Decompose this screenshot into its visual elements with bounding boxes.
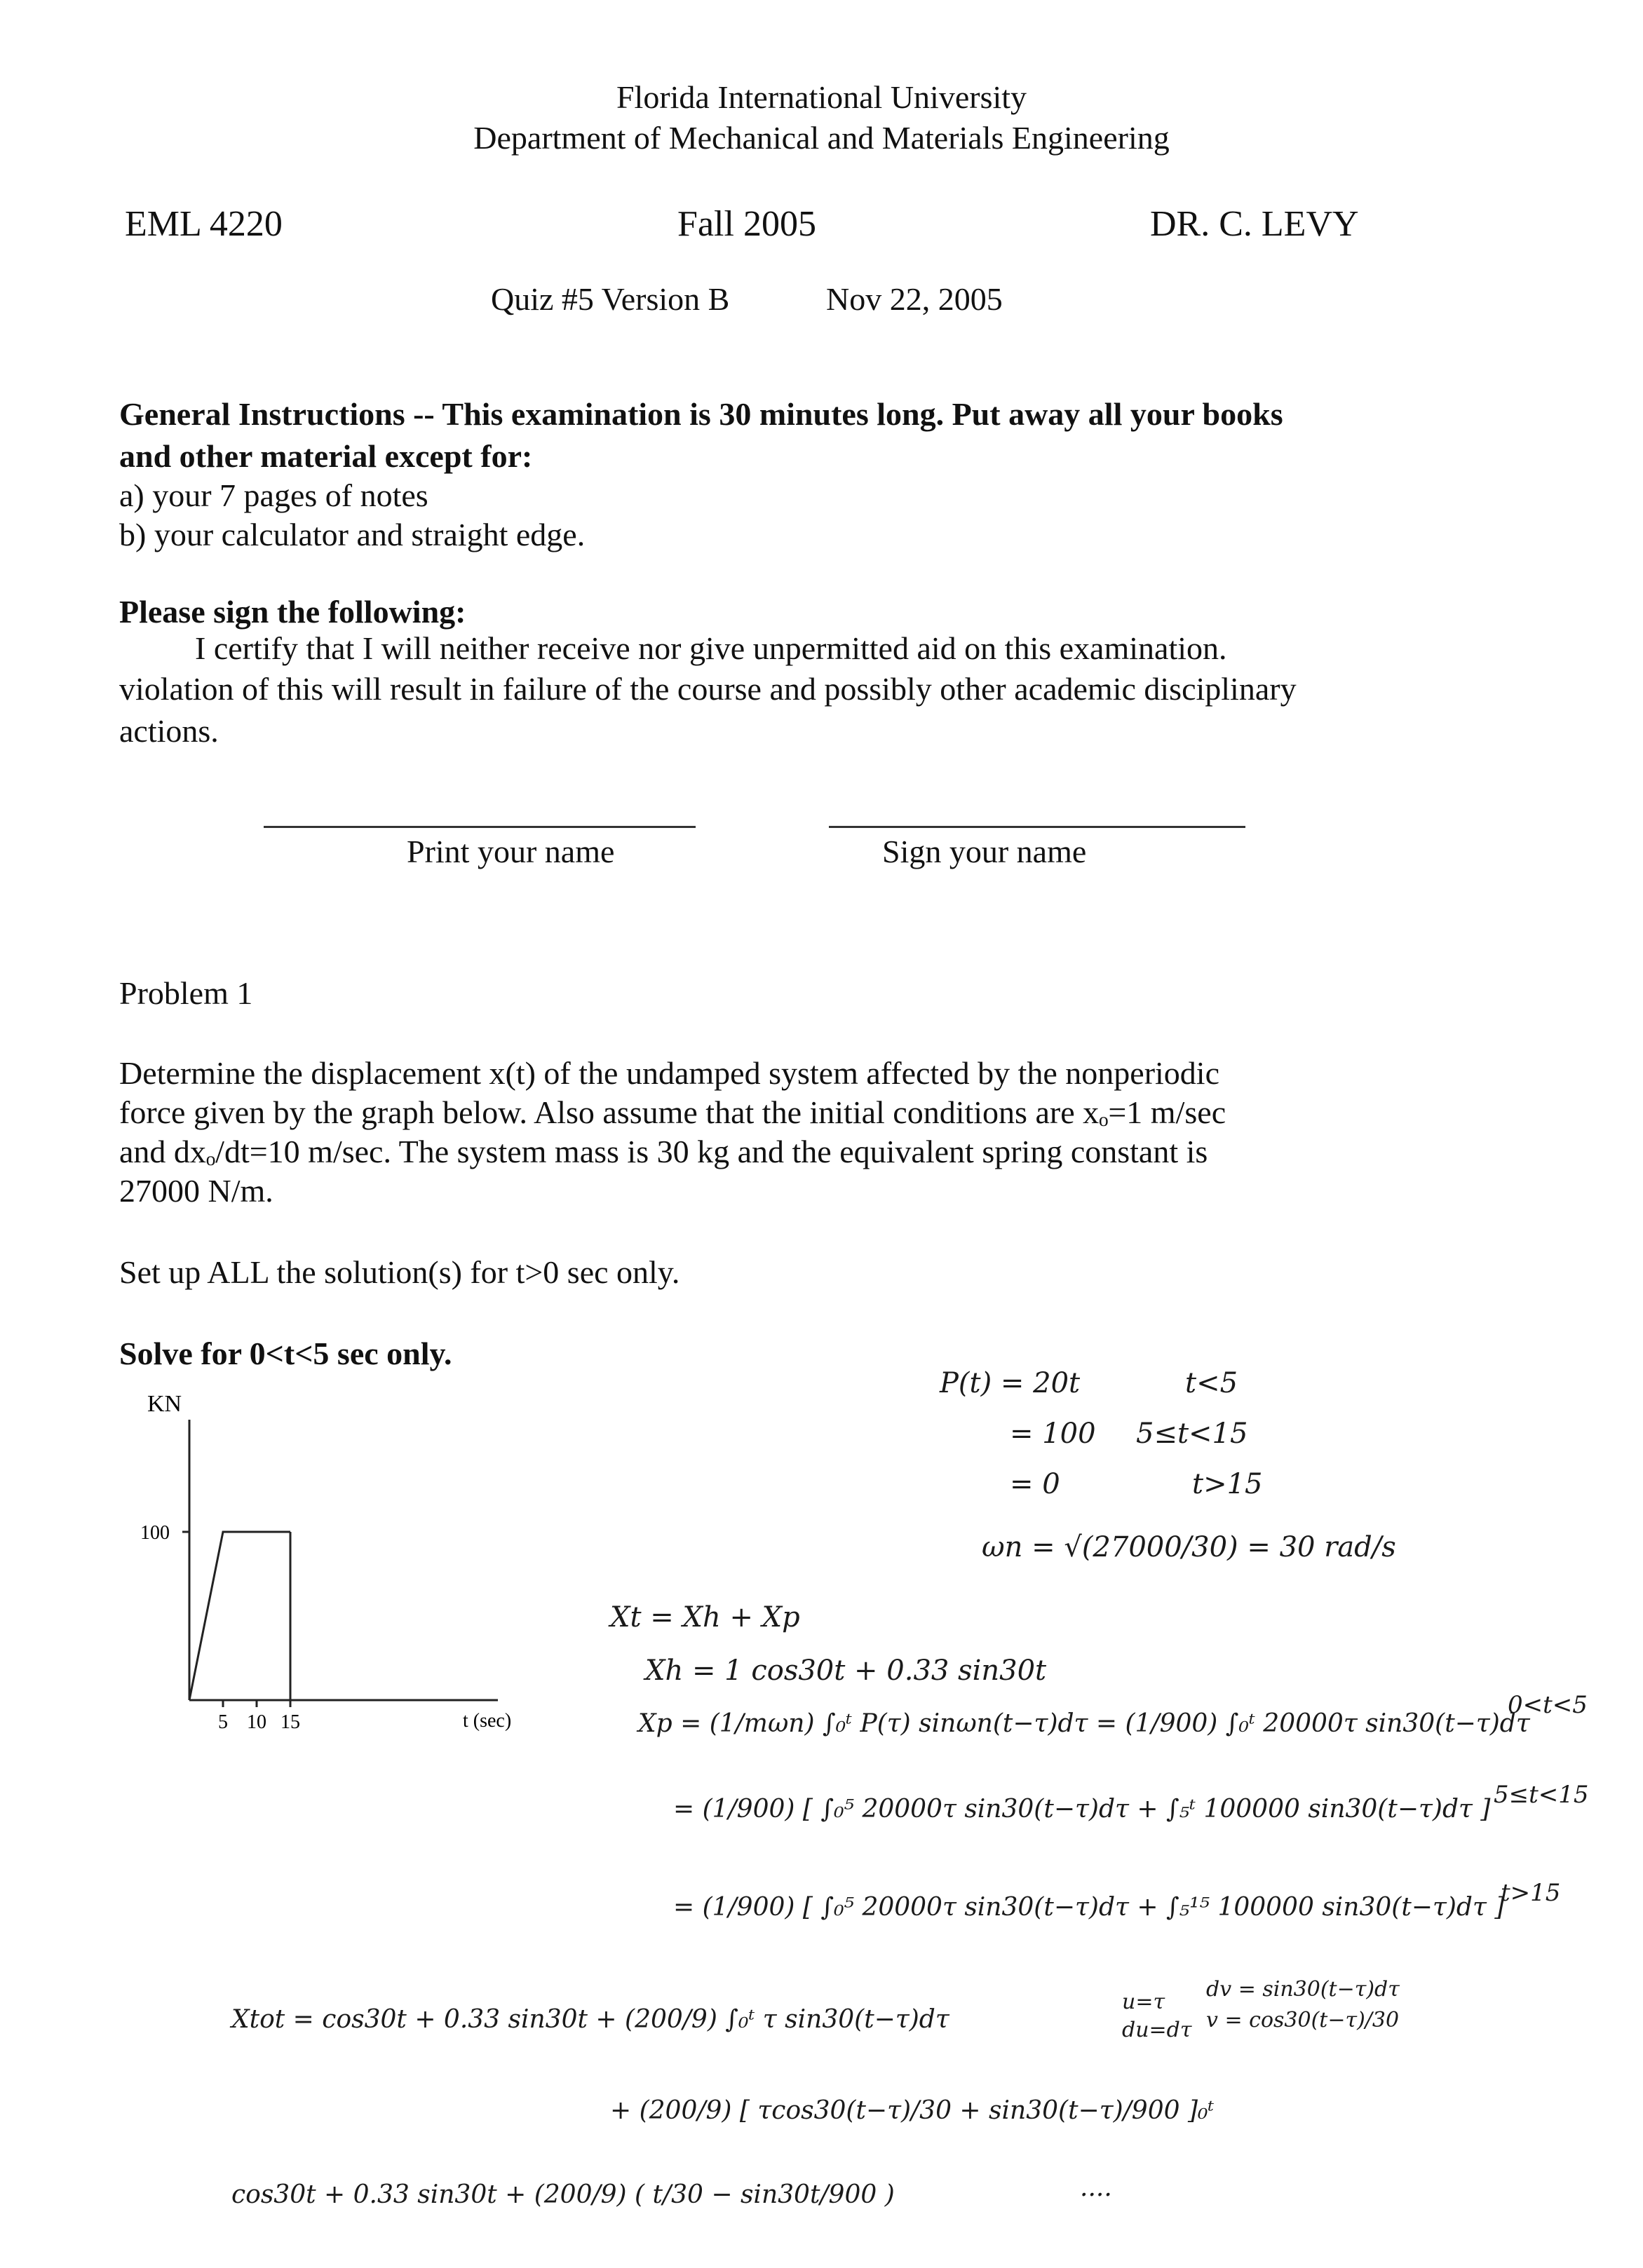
quiz-version: Quiz #5 Version B xyxy=(491,281,730,317)
y-axis-label: KN xyxy=(147,1391,182,1417)
work-particular-1-cond: 0<t<5 xyxy=(1508,1691,1588,1719)
work-final-expression: cos30t + 0.33 sin30t + (200/9) ( t/30 − sin30t/900 ) xyxy=(231,2180,895,2209)
work-total-solution: Xtot = cos30t + 0.33 sin30t + (200/9) ∫₀ᵗ τ sin30(t−τ)dτ xyxy=(231,2005,949,2034)
work-force-1-cond: t<5 xyxy=(1185,1367,1238,1399)
work-particular-3-cond: t>15 xyxy=(1501,1879,1561,1907)
work-sub-v: v = cos30(t−τ)/30 xyxy=(1206,2008,1400,2032)
work-force-1: P(t) = 20t xyxy=(940,1367,1081,1399)
work-particular-3: = (1/900) [ ∫₀⁵ 20000τ sin30(t−τ)dτ + ∫₅¹⁵ 100000 sin30(t−τ)dτ ] xyxy=(673,1893,1505,1922)
term: Fall 2005 xyxy=(677,204,816,244)
pledge-line-1: I certify that I will neither receive nor give unpermitted aid on this examination. xyxy=(195,630,1227,666)
university-name: Florida International University xyxy=(616,79,1027,115)
work-particular-1: Xp = (1/mωn) ∫₀ᵗ P(τ) sinωn(t−τ)dτ = (1/900) ∫₀ᵗ 20000τ sin30(t−τ)dτ xyxy=(638,1709,1530,1738)
pledge-line-2: violation of this will result in failure of the course and possibly other academic disciplinary xyxy=(119,671,1297,707)
sign-name-label: Sign your name xyxy=(882,834,1087,869)
x-axis-label: t (sec) xyxy=(463,1710,512,1732)
force-series-line xyxy=(189,1532,290,1700)
sign-name-line[interactable] xyxy=(829,826,1245,828)
force-graph xyxy=(133,1391,554,1733)
instructor: DR. C. LEVY xyxy=(1150,204,1359,244)
print-name-label: Print your name xyxy=(407,834,615,869)
instructions-item-a: a) your 7 pages of notes xyxy=(119,477,428,513)
work-continuation-dots: .... xyxy=(1080,2173,1112,2202)
work-sub-u: u=τ xyxy=(1122,1990,1165,2014)
problem-solve: Solve for 0<t<5 sec only. xyxy=(119,1336,452,1371)
problem-text-1: Determine the displacement x(t) of the undamped system affected by the nonperiodic xyxy=(119,1055,1220,1091)
pledge-heading: Please sign the following: xyxy=(119,594,466,630)
problem-setup: Set up ALL the solution(s) for t>0 sec only. xyxy=(119,1254,680,1290)
work-particular-2: = (1/900) [ ∫₀⁵ 20000τ sin30(t−τ)dτ + ∫₅ᵗ 100000 sin30(t−τ)dτ ] xyxy=(673,1795,1491,1824)
print-name-line[interactable] xyxy=(264,826,696,828)
quiz-date: Nov 22, 2005 xyxy=(826,281,1003,317)
work-particular-2-cond: 5≤t<15 xyxy=(1494,1781,1589,1809)
work-force-3-cond: t>15 xyxy=(1192,1468,1263,1500)
pledge-line-3: actions. xyxy=(119,713,219,749)
y-tick-label: 100 xyxy=(140,1522,170,1544)
work-force-2-cond: 5≤t<15 xyxy=(1136,1418,1248,1450)
x-tick-label: 5 xyxy=(218,1711,228,1733)
x-tick-label: 10 xyxy=(247,1711,266,1733)
instructions-line-1: General Instructions -- This examination is 30 minutes long. Put away all your books xyxy=(119,396,1283,432)
course-code: EML 4220 xyxy=(125,204,283,244)
work-homogeneous: Xh = 1 cos30t + 0.33 sin30t xyxy=(645,1655,1047,1687)
work-total-response: Xt = Xh + Xp xyxy=(610,1601,800,1634)
x-tick-label: 15 xyxy=(280,1711,300,1733)
problem-title: Problem 1 xyxy=(119,975,253,1011)
work-integration-by-parts: + (200/9) [ τcos30(t−τ)/30 + sin30(t−τ)/900 ]₀ᵗ xyxy=(610,2096,1215,2125)
work-natural-frequency: ωn = √(27000/30) = 30 rad/s xyxy=(982,1531,1396,1563)
work-force-2: = 100 xyxy=(1010,1418,1096,1450)
work-sub-du: du=dτ xyxy=(1122,2018,1192,2042)
work-force-3: = 0 xyxy=(1010,1468,1060,1500)
department-name: Department of Mechanical and Materials Engineering xyxy=(473,120,1170,156)
problem-text-3: and dxₒ/dt=10 m/sec. The system mass is 30 kg and the equivalent spring constant is xyxy=(119,1134,1208,1169)
instructions-line-2: and other material except for: xyxy=(119,438,533,474)
problem-text-4: 27000 N/m. xyxy=(119,1173,273,1209)
problem-text-2: force given by the graph below. Also assume that the initial conditions are xₒ=1 m/sec xyxy=(119,1094,1226,1130)
instructions-item-b: b) your calculator and straight edge. xyxy=(119,517,586,552)
work-sub-dv: dv = sin30(t−τ)dτ xyxy=(1206,1977,1400,2002)
